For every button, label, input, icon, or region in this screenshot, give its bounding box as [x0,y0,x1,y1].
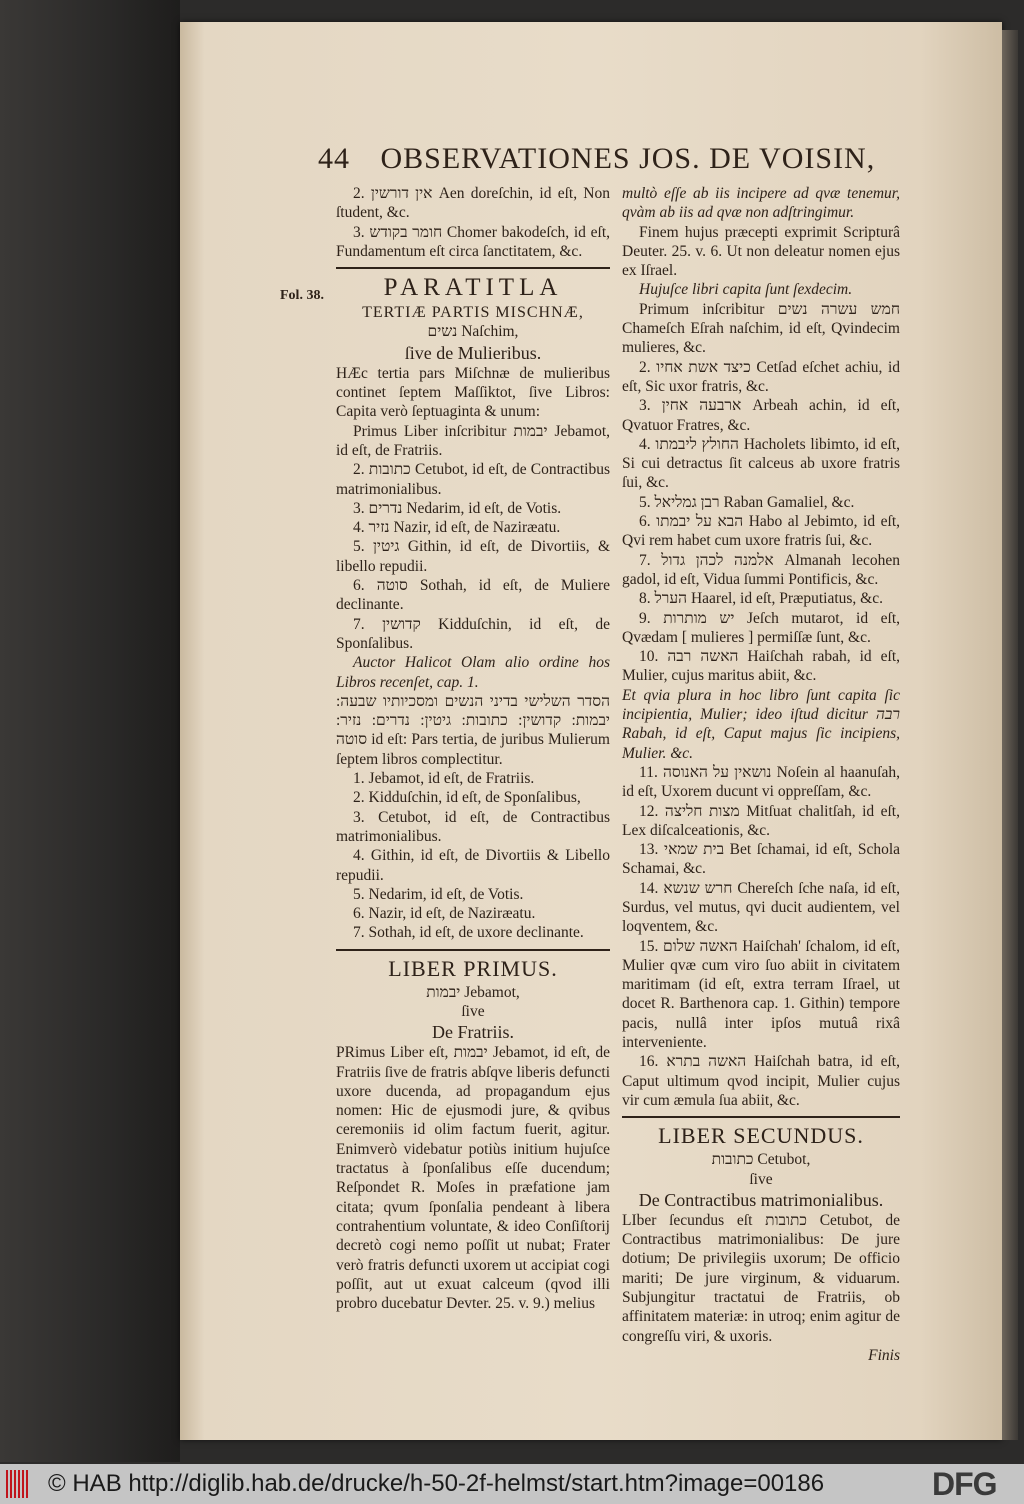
paragraph: 12. מצות חליצה Mitſuat chalitſah, id eſt, Lex diſcalceationis, &c. [622,802,900,839]
footer-bar [0,1464,1024,1504]
italic-note: Auctor Halicot Olam alio ordine hos Libros recenſet, cap. 1. [336,654,610,691]
paragraph: Finem hujus præcepti exprimit Scripturâ Deuter. 25. v. 6. Ut non deleatur nomen ejus ex Iſrael. [622,223,900,280]
paragraph: 15. האשה שלום Haiſchah' ſchalom, id eſt, Mulier qvæ cum viro ſuo abiit in civitatem maritimam (id eſt, extra terram Iſrael, ut docet R. Barthenora cap. 1. Githin) tempore pacis, nullâ inter ipſos mutuâ rixâ interveniente. [622,937,900,1052]
divider-rule [622,1116,900,1118]
paragraph: 3. Cetubot, id eſt, de Contractibus matrimonialibus. [336,808,610,845]
paragraph: 8. הערל Haarel, id eſt, Præputiatus, &c. [639,590,883,608]
subtitle-line: כתובות Cetubot, [711,1151,811,1169]
subtitle-line: De Fratriis. [432,1022,514,1043]
subtitle-line: ſive [749,1170,773,1188]
paragraph: 7. קדושין Kidduſchin, id eſt, de Sponſalibus. [336,615,611,652]
paragraph: 7. אלמנה לכהן גדול Almanah lecohen gadol, id eſt, Vidua ſummi Pontificis, &c. [622,551,900,588]
paragraph: LIber ſecundus eſt כתובות Cetubot, de Contractibus matrimonialibus: De jure dotium; De privilegiis uxorum; De officio mariti; De jure virginum, & viduarum. Subjungitur tractatui de Fratriis, ob affinitatem materiæ: in utroq; enim agitur de congreſſu viri, & uxoris. [622,1211,901,1345]
paragraph: Primus Liber inſcribitur יבמות Jebamot, id eſt, de Fratriis. [336,422,611,459]
margin-note: Fol. 38. [280,288,324,303]
right-column [622,184,900,1365]
divider-rule [336,267,610,269]
dfg-logo: DFG [932,1466,997,1502]
viewer-background [0,0,180,1462]
subtitle-line: נשים Naſchim, [427,323,519,341]
paragraph: 4. החולץ ליבמתו Hacholets libimto, id eſt, Si cui detractus ſit calceus ab uxore fratris ſui, &c. [622,435,901,492]
subtitle-line: ſive de Mulieribus. [404,342,542,363]
paragraph: 3. חומר בקודש Chomer bakodeſch, id eſt, Fundamentum eſt circa ſanctitatem, &c. [336,223,611,260]
paragraph: 1. Jebamot, id eſt, de Fratriis. [353,770,535,788]
paragraph: 5. רבן גמליאל Raban Gamaliel, &c. [639,493,855,511]
paragraph: 10. האשה רבה Haiſchah rabah, id eſt, Mulier, cujus maritus abiit, &c. [622,648,900,685]
running-title: OBSERVATIONES JOS. DE VOISIN, [380,142,876,175]
paragraph: 5. Nedarim, id eſt, de Votis. [353,885,524,903]
book-heading: LIBER SECUNDUS. [658,1123,864,1149]
copyright-link[interactable]: © HAB http://diglib.hab.de/drucke/h-50-2f-helmst/start.htm?image=00186 [48,1470,825,1497]
paragraph: 11. נושאין על האנוסה Noſein al haanuſah, id eſt, Uxorem ducunt vi oppreſſam, &c. [622,763,900,801]
section-heading: PARATITLA [383,274,563,302]
page-edge [1002,30,1018,1440]
paragraph: 4. נזיר Nazir, id eſt, de Naziræatu. [353,519,561,537]
paragraph: 13. בית שמאי Bet ſchamai, id eſt, Schola Schamai, &c. [622,841,901,878]
paragraph: Primum inſcribitur חמש עשרה נשים Chameſch Eſrah naſchim, id eſt, Qvindecim mulieres, &c. [622,300,900,357]
paragraph: 16. האשה בתרא Haiſchah batra, id eſt, Caput ultimum qvod incipit, Mulier cujus vir cum æmula ſua abiit, &c. [622,1053,900,1109]
running-header [318,142,918,176]
paragraph: 3. נדרים Nedarim, id eſt, de Votis. [353,499,562,517]
paragraph: 14. חרש שנשא Chereſch ſche naſa, id eſt, Surdus, vel mutus, qvi ducit audientem, vel loqventem, &c. [622,879,900,936]
subtitle-line: De Contractibus matrimonialibus. [638,1189,884,1210]
paragraph: 9. יש מותרות Jeſch mutarot, id eſt, Qvædam [ mulieres ] permiſſæ ſunt, &c. [622,609,900,646]
page-number: 44 [318,142,350,175]
paragraph: הסדר השלישי בדיני הנשים ומסכיותיו שבעה: יבמות: קדושין: כתובות: גיטין: נדרים: נזיר: סוטה id eſt: Pars tertia, de juribus Mulierum ſeptem libros complectitur. [336,692,610,768]
paragraph: HÆc tertia pars Miſchnæ de mulieribus continet ſeptem Maſſiktot, ſive Libros: Capita verò ſeptuaginta & unum: [336,364,610,421]
paragraph: 2. אין דורשין Aen doreſchin, id eſt, Non ſtudent, &c. [336,185,610,222]
paragraph: 2. כתובות Cetubot, id eſt, de Contractibus matrimonialibus. [336,461,610,498]
divider-rule [336,949,610,951]
left-column [336,184,610,1313]
paragraph: 3. ארבעה אחין Arbeah achin, id eſt, Qvatuor Fratres, &c. [622,397,900,434]
italic-note: multò eſſe ab iis incipere ad qvæ tenemur, qvàm ab iis ad qvæ non adſtringimur. [622,185,900,222]
paragraph: 7. Sothah, id eſt, de uxore declinante. [353,924,584,942]
paragraph: 6. סוטה Sothah, id eſt, de Muliere declinante. [336,577,611,614]
paragraph: 5. גיטין Githin, id eſt, de Divortiis, & libello repudii. [336,538,610,575]
italic-note: Hujuſce libri capita ſunt ſexdecim. [639,281,853,299]
paragraph: PRimus Liber eſt, יבמות Jebamot, id eſt, de Fratriis ſive de fratris abſqve liberis defuncti uxore ducenda, ad propagandum ejus nomen: Hic de ejusmodi jure, & qvibus ceremoniis id olim factum fuerit, agitur. Enimverò videbatur potiùs initium hujuſce tractatus à ſponſalibus eſſe ducendum; Reſpondet R. Moſes in præfatione jam citata; qvum ſponſalia pendeant à libera contrahentium voluntate, & ideo Conſiſtorij decretò cogi nemo poſſit ut nubat; Frater verò fratris defuncti uxorem ut accipiat cogi poſſit, aut ut exuat calceum (qvod illi probro ducebatur Devter. 25. v. 9.) melius [336,1044,610,1313]
paragraph: 6. Nazir, id eſt, de Naziræatu. [353,905,536,923]
finis-mark: Finis [868,1346,900,1364]
paragraph: 6. הבא על יבמתו Habo al Jebimto, id eſt, Qvi rem habet cum uxore fratris ſui, &c. [622,513,901,550]
paragraph: 2. Kidduſchin, id eſt, de Sponſalibus, [353,789,581,807]
subtitle-line: TERTIÆ PARTIS MISCHNÆ, [362,304,584,322]
paragraph: 2. כיצד אשת אחיו Cetſad eſchet achiu, id eſt, Sic uxor fratris, &c. [622,358,901,395]
paragraph: 4. Githin, id eſt, de Divortiis & Libello repudii. [336,847,610,884]
italic-note: Et qvia plura in hoc libro ſunt capita ſic incipientia, Mulier; ideo iſtud dicitur רבה Rabah, id eſt, Caput majus ſic incipiens, Mulier. &c. [622,686,900,762]
hab-logo-icon [6,1470,28,1498]
subtitle-line: ſive [461,1002,485,1020]
book-heading: LIBER PRIMUS. [388,955,558,981]
subtitle-line: יבמות Jebamot, [426,983,520,1001]
